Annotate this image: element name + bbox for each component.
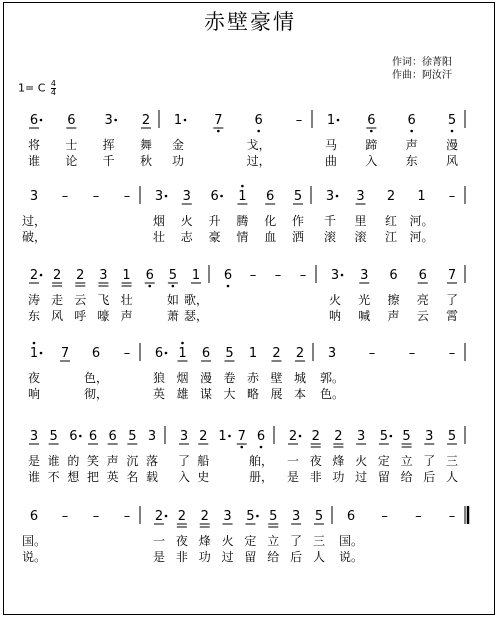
- note-number: 6: [223, 268, 233, 283]
- note-number: 2: [154, 509, 164, 524]
- lyric-verse-2: 响: [27, 387, 41, 401]
- sustain-dash: –: [92, 189, 100, 204]
- lyric-verse-1: 擦: [387, 293, 400, 307]
- lyric-verse-1: 化: [264, 214, 277, 228]
- lyric-verse-1: 夜: [27, 371, 41, 385]
- lyric-verse-2: 给: [400, 470, 413, 484]
- sustain-dash: –: [448, 189, 456, 204]
- lyric-verse-2: 血: [264, 230, 277, 244]
- lyric-verse-2: 大: [223, 387, 236, 401]
- lyric-verse-2: 喊: [358, 309, 371, 323]
- note-number: 1: [218, 429, 227, 444]
- note-number: 6: [389, 268, 398, 283]
- note-number: 7: [214, 113, 223, 128]
- lyric-verse-2: 豪: [208, 230, 221, 244]
- lyric-verse-1: 了: [445, 293, 459, 307]
- note-number: 3: [330, 268, 340, 283]
- lyric-verse-1: 了: [290, 534, 303, 548]
- note-number: 5: [246, 509, 255, 524]
- lyric-verse-1: 烟: [176, 371, 189, 385]
- dotted-note-dot: [228, 435, 231, 438]
- dotted-note-dot: [40, 274, 43, 277]
- lyric-verse-2: 本: [293, 387, 307, 401]
- note-number: 6: [346, 509, 356, 524]
- lyric-verse-1: 沉: [126, 454, 139, 468]
- lyric-verse-1: 烽: [332, 454, 345, 468]
- note-number: 3: [360, 268, 369, 283]
- lyric-verse-2: 雄: [176, 387, 189, 401]
- note-number: 3: [223, 509, 232, 524]
- time-signature-denominator: 4: [50, 88, 56, 97]
- lyric-verse-2: 功: [198, 550, 211, 564]
- dotted-note-dot: [165, 352, 168, 355]
- lyric-verse-1: 三: [312, 534, 326, 548]
- lyric-verse-2: 过: [221, 550, 234, 564]
- note-number: 2: [53, 268, 62, 283]
- lyric-verse-2: 过: [355, 470, 368, 484]
- note-number: 2: [288, 429, 298, 444]
- lyric-verse-1: 国。: [338, 534, 364, 548]
- lyric-verse-1: 夜: [309, 454, 322, 468]
- lyric-verse-1: 国。: [21, 534, 47, 548]
- lyric-verse-1: 一: [286, 454, 300, 468]
- lyric-verse-1: 亮: [416, 293, 429, 307]
- note-number: 1: [29, 346, 39, 361]
- lyric-verse-1: 是: [27, 454, 41, 468]
- lyric-verse-1: 谁: [47, 454, 60, 468]
- lyric-verse-1: 定: [377, 454, 390, 468]
- octave-low-dot: [240, 446, 243, 449]
- note-number: 1: [248, 346, 258, 361]
- lyric-verse-2: 声: [120, 309, 133, 323]
- lyric-verse-2: 史: [197, 470, 210, 484]
- octave-low-dot: [172, 285, 175, 288]
- lyric-verse-1: 士: [65, 138, 78, 152]
- dotted-note-dot: [390, 435, 393, 438]
- note-number: 6: [108, 429, 117, 444]
- lyric-verse-2: 名: [126, 470, 139, 484]
- lyric-verse-1: 赤: [246, 371, 260, 385]
- octave-low-dot: [451, 130, 454, 133]
- lyric-verse-1: 舶，: [248, 454, 274, 468]
- note-number: 2: [29, 268, 39, 283]
- lyric-verse-1: 郭。: [319, 371, 345, 385]
- sustain-dash: –: [299, 268, 307, 283]
- lyric-verse-2: 洒: [291, 230, 305, 244]
- sustain-dash: –: [448, 346, 456, 361]
- lyric-verse-1: 将: [27, 138, 41, 152]
- note-number: 5: [402, 429, 411, 444]
- lyric-verse-1: 一: [152, 534, 166, 548]
- lyric-verse-2: 霄: [445, 309, 459, 323]
- lyric-verse-1: 歌，: [183, 293, 209, 307]
- note-number: 5: [447, 429, 457, 444]
- note-number: 3: [325, 189, 335, 204]
- note-number: 2: [177, 509, 186, 524]
- note-number: 6: [418, 268, 427, 283]
- note-number: 2: [76, 268, 85, 283]
- sustain-dash: –: [381, 509, 388, 524]
- page-title: 赤壁豪情: [204, 10, 296, 34]
- lyric-verse-1: 烽: [198, 534, 211, 548]
- octave-low-dot: [227, 285, 230, 288]
- lyric-verse-2: 滚: [354, 230, 367, 244]
- note-number: 3: [182, 189, 191, 204]
- dotted-note-dot: [299, 435, 302, 438]
- lyric-verse-1: 千: [323, 214, 337, 228]
- lyric-verse-1: 马: [324, 138, 338, 152]
- sustain-dash: –: [408, 346, 416, 361]
- sustain-dash: –: [368, 346, 376, 361]
- note-number: 7: [237, 429, 246, 444]
- lyric-verse-2: 是: [286, 470, 300, 484]
- lyric-verse-1: 红: [384, 214, 398, 228]
- lyric-verse-2: 滚: [323, 230, 337, 244]
- octave-low-dot: [217, 130, 220, 133]
- sustain-dash: –: [448, 509, 456, 524]
- lyric-verse-2: 河。: [409, 230, 434, 244]
- note-number: 3: [29, 429, 39, 444]
- lyric-verse-2: 把: [86, 470, 100, 484]
- note-number: 1: [178, 346, 187, 361]
- lyric-verse-2: 非: [175, 550, 188, 564]
- note-number: 7: [60, 346, 70, 361]
- note-number: 6: [91, 346, 101, 361]
- lyric-verse-1: 光: [358, 293, 371, 307]
- lyric-verse-2: 论: [65, 154, 78, 168]
- lyric-verse-2: 彻，: [83, 387, 109, 401]
- lyric-verse-1: 漫: [199, 371, 213, 385]
- note-number: 1: [326, 113, 336, 128]
- sustain-dash: –: [61, 509, 69, 524]
- octave-high-dot: [241, 185, 244, 188]
- lyric-verse-2: 曲: [324, 154, 338, 168]
- lyric-verse-1: 火: [328, 293, 342, 307]
- note-number: 7: [447, 268, 457, 283]
- note-number: 5: [447, 113, 457, 128]
- lyric-verse-1: 火: [221, 534, 234, 548]
- octave-high-dot: [33, 342, 36, 345]
- lyric-verse-2: 后: [423, 470, 436, 484]
- lyric-verse-1: 腾: [236, 214, 249, 228]
- lyric-verse-2: 留: [244, 550, 257, 564]
- lyric-verse-1: 壮: [120, 293, 133, 307]
- note-number: 1: [238, 189, 247, 204]
- lyric-verse-2: 秋: [139, 154, 153, 168]
- lyric-verse-2: 风: [51, 309, 64, 323]
- note-number: 6: [266, 189, 275, 204]
- sustain-dash: –: [295, 113, 303, 128]
- lyric-verse-1: 立: [400, 454, 413, 468]
- note-number: 6: [154, 346, 164, 361]
- lyric-verse-2: 色。: [319, 387, 345, 401]
- lyric-verse-1: 声: [106, 454, 119, 468]
- note-number: 6: [88, 429, 98, 444]
- lyric-verse-1: 漫: [445, 138, 459, 152]
- lyric-verse-2: 是: [152, 550, 166, 564]
- time-signature-numerator: 4: [50, 79, 56, 88]
- note-number: 6: [29, 509, 39, 524]
- lyric-verse-2: 江: [384, 230, 398, 244]
- octave-low-dot: [260, 446, 263, 449]
- note-number: 6: [407, 113, 416, 128]
- lyric-verse-2: 过，: [246, 154, 271, 168]
- lyric-verse-2: 英: [106, 470, 119, 484]
- lyric-verse-2: 瑟，: [183, 309, 209, 323]
- lyric-verse-2: 不: [47, 470, 60, 484]
- lyric-verse-2: 谋: [199, 387, 213, 401]
- octave-low-dot: [370, 130, 373, 133]
- lyric-verse-2: 留: [377, 470, 390, 484]
- dotted-note-dot: [341, 274, 344, 277]
- lyric-verse-2: 志: [180, 230, 193, 244]
- note-number: 3: [179, 429, 189, 444]
- sustain-dash: –: [274, 268, 282, 283]
- note-number: 2: [386, 189, 396, 204]
- lyric-verse-2: 想: [67, 470, 80, 484]
- note-number: 3: [104, 113, 113, 128]
- sustain-dash: –: [92, 509, 100, 524]
- lyric-verse-2: 入: [365, 154, 378, 168]
- octave-high-dot: [181, 342, 184, 345]
- dotted-note-dot: [40, 119, 43, 122]
- note-number: 5: [225, 346, 234, 361]
- note-number: 3: [357, 429, 366, 444]
- note-number: 1: [173, 113, 183, 128]
- dotted-note-dot: [256, 515, 259, 518]
- lyric-verse-1: 落: [145, 454, 159, 468]
- lyric-verse-2: 说。: [21, 550, 47, 564]
- lyric-verse-1: 了: [423, 454, 436, 468]
- lyric-verse-2: 风: [445, 154, 459, 168]
- lyric-verse-2: 非: [309, 470, 322, 484]
- lyric-verse-1: 定: [244, 534, 257, 548]
- note-number: 3: [29, 189, 39, 204]
- octave-low-dot: [257, 130, 260, 133]
- lyric-verse-1: 蹄: [365, 138, 378, 152]
- lyric-verse-2: 说。: [338, 550, 364, 564]
- note-number: 3: [425, 429, 434, 444]
- dotted-note-dot: [220, 195, 223, 198]
- lyric-verse-2: 人: [312, 550, 326, 564]
- lyric-verse-2: 破，: [21, 230, 47, 244]
- lyric-verse-1: 色，: [83, 371, 109, 385]
- lyric-verse-1: 里: [354, 214, 367, 228]
- sustain-dash: –: [61, 189, 69, 204]
- note-number: 6: [367, 113, 376, 128]
- lyric-verse-1: 涛: [27, 293, 41, 307]
- dotted-note-dot: [79, 435, 82, 438]
- lyric-verse-2: 谁: [27, 470, 41, 484]
- lyric-verse-1: 壁: [270, 371, 283, 385]
- lyric-verse-2: 略: [246, 387, 260, 401]
- dotted-note-dot: [165, 195, 168, 198]
- dotted-note-dot: [114, 119, 117, 122]
- note-number: 6: [29, 113, 39, 128]
- lyric-verse-1: 金: [171, 138, 185, 152]
- lyric-verse-1: 如: [166, 293, 179, 307]
- note-number: 6: [210, 189, 219, 204]
- lyric-verse-2: 英: [152, 387, 166, 401]
- lyric-verse-1: 走: [51, 293, 64, 307]
- sustain-dash: –: [123, 346, 131, 361]
- lyric-verse-2: 呐: [328, 309, 342, 323]
- note-number: 2: [199, 429, 208, 444]
- note-number: 6: [69, 429, 78, 444]
- note-number: 5: [269, 509, 278, 524]
- lyric-verse-2: 嚎: [97, 309, 110, 323]
- note-number: 6: [254, 113, 263, 128]
- lyric-verse-1: 声: [405, 138, 418, 152]
- note-number: 5: [128, 429, 137, 444]
- note-number: 2: [295, 346, 305, 361]
- lyric-verse-1: 了: [177, 454, 191, 468]
- lyric-verse-2: 给: [267, 550, 280, 564]
- lyric-verse-1: 云: [74, 293, 87, 307]
- lyric-verse-2: 壮: [152, 230, 166, 244]
- note-number: 2: [141, 113, 151, 128]
- lyric-verse-2: 展: [270, 387, 283, 401]
- note-number: 6: [67, 113, 76, 128]
- sustain-dash: –: [415, 509, 422, 524]
- octave-low-dot: [148, 285, 151, 288]
- lyric-verse-1: 戈，: [246, 138, 271, 152]
- sustain-dash: –: [123, 189, 131, 204]
- lyricist-credit: 作词：徐菁阳: [392, 57, 452, 68]
- lyric-verse-1: 升: [208, 214, 221, 228]
- lyric-verse-2: 呼: [74, 309, 87, 323]
- lyric-verse-1: 过，: [21, 214, 47, 228]
- note-number: 3: [292, 509, 301, 524]
- lyric-verse-1: 的: [67, 454, 80, 468]
- sustain-dash: –: [249, 268, 257, 283]
- octave-low-dot: [410, 130, 413, 133]
- dotted-note-dot: [184, 119, 187, 122]
- note-number: 6: [201, 346, 211, 361]
- note-number: 5: [379, 429, 388, 444]
- lyric-verse-1: 作: [291, 214, 305, 228]
- note-number: 5: [314, 509, 324, 524]
- lyric-verse-1: 城: [293, 371, 307, 385]
- lyric-verse-2: 千: [102, 154, 115, 168]
- dotted-note-dot: [337, 119, 340, 122]
- lyric-verse-2: 载: [145, 470, 159, 484]
- dotted-note-dot: [40, 352, 43, 355]
- lyric-verse-1: 烟: [152, 214, 166, 228]
- sustain-dash: –: [123, 509, 131, 524]
- lyric-verse-1: 夜: [175, 534, 188, 548]
- dotted-note-dot: [165, 515, 168, 518]
- lyric-verse-1: 狼: [152, 371, 166, 385]
- lyric-verse-1: 三: [445, 454, 459, 468]
- lyric-verse-1: 笑: [86, 454, 100, 468]
- note-number: 2: [311, 429, 320, 444]
- note-number: 3: [356, 189, 365, 204]
- lyric-verse-2: 情: [236, 230, 249, 244]
- lyric-verse-2: 功: [332, 470, 345, 484]
- lyric-verse-1: 飞: [97, 293, 110, 307]
- note-number: 3: [154, 189, 164, 204]
- note-number: 6: [256, 429, 266, 444]
- composer-credit: 作曲：阿汝汗: [392, 70, 452, 81]
- lyric-verse-1: 河。: [409, 214, 434, 228]
- key-label: 1= C: [18, 81, 46, 95]
- dotted-note-dot: [336, 195, 339, 198]
- note-number: 5: [168, 268, 177, 283]
- note-number: 1: [191, 268, 201, 283]
- note-number: 6: [145, 268, 154, 283]
- note-number: 5: [49, 429, 58, 444]
- lyric-verse-2: 云: [416, 309, 429, 323]
- lyric-verse-2: 萧: [166, 309, 179, 323]
- lyric-verse-2: 东: [405, 154, 418, 168]
- lyric-verse-2: 册，: [248, 470, 274, 484]
- lyric-verse-2: 谁: [27, 154, 41, 168]
- note-number: 3: [327, 346, 337, 361]
- note-number: 1: [122, 268, 131, 283]
- lyric-verse-2: 后: [290, 550, 303, 564]
- lyric-verse-1: 卷: [223, 371, 236, 385]
- lyric-verse-1: 舞: [139, 138, 153, 152]
- note-number: 2: [200, 509, 209, 524]
- lyric-verse-2: 功: [171, 154, 185, 168]
- lyric-verse-2: 声: [387, 309, 400, 323]
- note-number: 1: [417, 189, 426, 204]
- lyric-verse-1: 挥: [102, 138, 115, 152]
- note-number: 2: [334, 429, 343, 444]
- lyric-verse-1: 船: [197, 454, 210, 468]
- note-number: 3: [99, 268, 108, 283]
- lyric-verse-2: 入: [177, 470, 191, 484]
- lyric-verse-1: 火: [180, 214, 193, 228]
- note-number: 3: [147, 429, 157, 444]
- lyric-verse-1: 火: [355, 454, 368, 468]
- lyric-verse-2: 东: [27, 309, 41, 323]
- note-number: 2: [272, 346, 281, 361]
- note-number: 5: [293, 189, 303, 204]
- lyric-verse-1: 立: [267, 534, 280, 548]
- lyric-verse-2: 人: [445, 470, 459, 484]
